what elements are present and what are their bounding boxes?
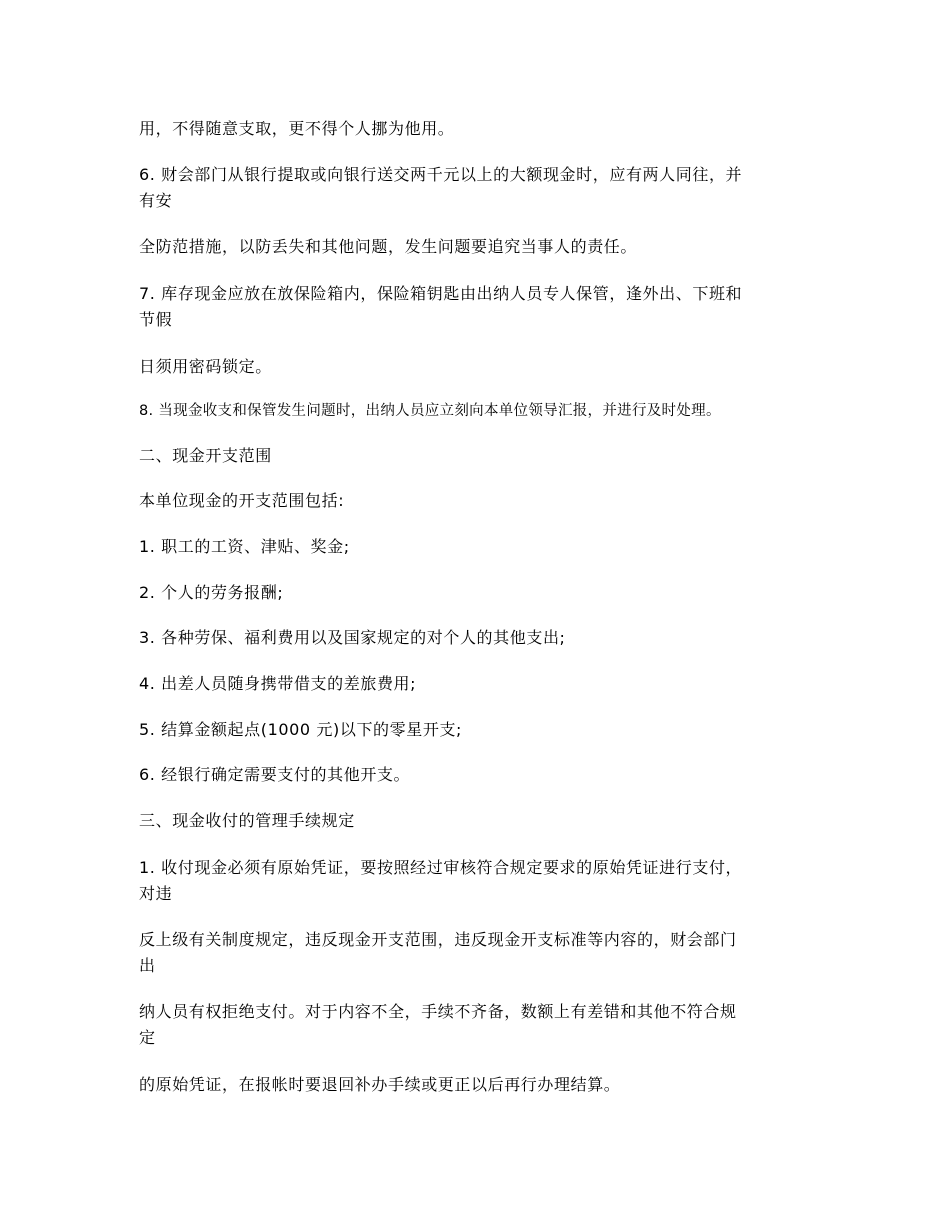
list-item: 6. 经银行确定需要支付的其他开支。 [139, 765, 411, 784]
text-line: 6. 财会部门从银行提取或向银行送交两千元以上的大额现金时，应有两人同往，并 [139, 165, 743, 184]
text-line: 8. 当现金收支和保管发生问题时，出纳人员应立刻向本单位领导汇报，并进行及时处理。 [139, 403, 721, 419]
text-line: 反上级有关制度规定，违反现金开支范围，违反现金开支标准等内容的，财会部门 [139, 930, 737, 949]
text-line: 1. 收付现金必须有原始凭证，要按照经过审核符合规定要求的原始凭证进行支付， [139, 858, 743, 877]
section-heading: 二、现金开支范围 [139, 446, 272, 465]
text-line: 出 [139, 956, 156, 975]
text-line: 本单位现金的开支范围包括: [139, 491, 345, 510]
text-line: 纳人员有权拒绝支付。对于内容不全，手续不齐备，数额上有差错和其他不符合规 [139, 1002, 737, 1021]
text-line: 日须用密码锁定。 [139, 357, 272, 376]
list-item: 4. 出差人员随身携带借支的差旅费用; [139, 674, 417, 693]
text-line: 对违 [139, 884, 173, 903]
list-item: 1. 职工的工资、津贴、奖金; [139, 537, 350, 556]
text-line: 节假 [139, 310, 173, 329]
text-line: 定 [139, 1028, 156, 1047]
text-line: 7. 库存现金应放在放保险箱内，保险箱钥匙由出纳人员专人保管，逢外出、下班和 [139, 284, 743, 303]
section-heading: 三、现金收付的管理手续规定 [139, 811, 355, 830]
list-item: 2. 个人的劳务报酬; [139, 583, 284, 602]
text-line: 的原始凭证，在报帐时要退回补办手续或更正以后再行办理结算。 [139, 1075, 621, 1094]
list-item: 3. 各种劳保、福利费用以及国家规定的对个人的其他支出; [139, 628, 566, 647]
text-line: 用，不得随意支取，更不得个人挪为他用。 [139, 119, 455, 138]
text-line: 全防范措施，以防丢失和其他问题，发生问题要追究当事人的责任。 [139, 237, 638, 256]
text-line: 有安 [139, 191, 173, 210]
list-item: 5. 结算金额起点(1000 元)以下的零星开支; [139, 720, 463, 739]
